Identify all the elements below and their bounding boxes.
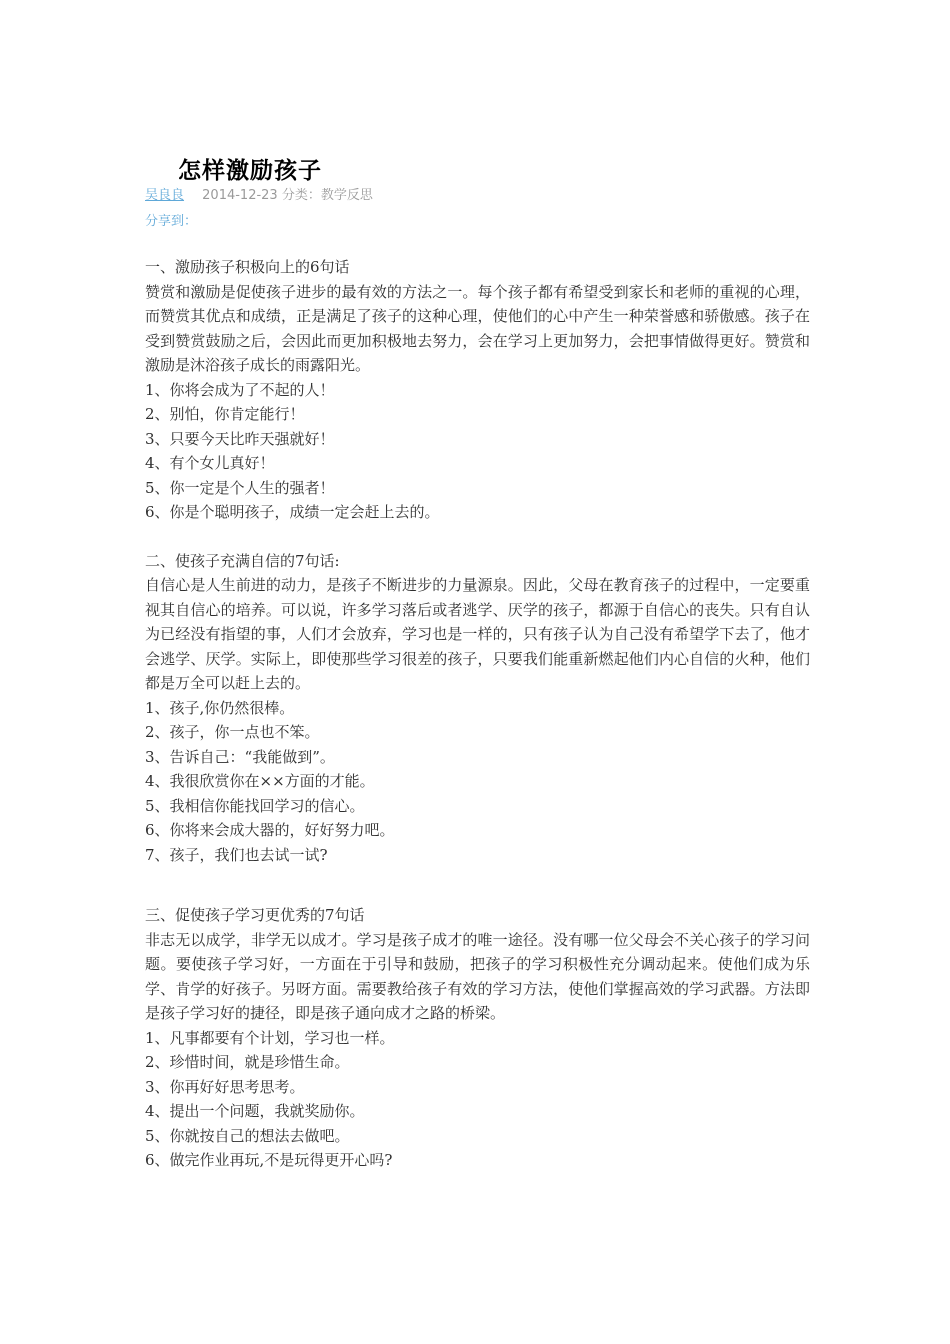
category-label: 分类： (281, 188, 321, 203)
list-item: 1、孩子,你仍然很棒。 (145, 698, 295, 717)
spacer (145, 525, 810, 549)
section-heading: 一、激励孩子积极向上的6句话 (145, 258, 350, 276)
section-1 (145, 255, 810, 525)
section-paragraph: 自信心是人生前进的动力，是孩子不断进步的力量源泉。因此，父母在教育孩子的过程中，一定要重视其自信心的培养。可以说，许多学习落后或者逃学、厌学的孩子，都源于自信心的丧失。只有自认为已经没有指望的事，人们才会放弃，学习也是一样的，只有孩子认为自己没有希望学下去了，他才会逃学、厌学。实际上，即使那些学习很差的孩子，只要我们能重新燃起他们内心自信的火种，他们都是万全可以赶上去的。 (145, 576, 810, 692)
list-item: 4、提出一个问题，我就奖励你。 (145, 1102, 365, 1120)
list-item: 3、告诉自己：“我能做到”。 (145, 747, 335, 766)
list-item: 2、别怕，你肯定能行！ (145, 405, 305, 423)
section-2 (145, 549, 810, 868)
article-title: 怎样激励孩子 (178, 158, 322, 184)
section-heading: 三、促使孩子学习更优秀的7句话 (145, 906, 365, 924)
list-item: 2、珍惜时间，就是珍惜生命。 (145, 1053, 350, 1071)
list-item: 6、你将来会成大器的，好好努力吧。 (145, 821, 395, 839)
phrase-list (145, 378, 810, 525)
list-item: 3、只要今天比昨天强就好！ (145, 429, 335, 448)
publish-date: 2014-12-23 (202, 188, 278, 203)
list-item: 2、孩子，你一点也不笨。 (145, 723, 320, 741)
list-item: 5、你一定是个人生的强者！ (145, 478, 335, 497)
article-body (145, 255, 810, 1173)
phrase-list (145, 696, 810, 868)
author-link[interactable]: 吴良良 (145, 188, 185, 203)
list-item: 1、你将会成为了不起的人！ (145, 380, 335, 399)
section-paragraph: 赞赏和激励是促使孩子进步的最有效的方法之一。每个孩子都有希望受到家长和老师的重视的心理，而赞赏其优点和成绩，正是满足了孩子的这种心理，使他们的心中产生一种荣誉感和骄傲感。孩子在受到赞赏鼓励之后，会因此而更加积极地去努力，会在学习上更加努力，会把事情做得更好。赞赏和激励是沐浴孩子成长的雨露阳光。 (145, 282, 810, 374)
list-item: 4、我很欣赏你在××方面的才能。 (145, 772, 375, 790)
section-heading: 二、使孩子充满自信的7句话: (145, 551, 340, 570)
phrase-list (145, 1026, 810, 1173)
share-label[interactable]: 分享到： (145, 214, 198, 229)
list-item: 6、做完作业再玩,不是玩得更开心吗? (145, 1151, 393, 1169)
list-item: 1、凡事都要有个计划，学习也一样。 (145, 1028, 395, 1047)
list-item: 5、你就按自己的想法去做吧。 (145, 1126, 350, 1145)
list-item: 3、你再好好思考思考。 (145, 1077, 305, 1096)
article-meta (145, 184, 373, 203)
section-paragraph: 非志无以成学，非学无以成才。学习是孩子成才的唯一途径。没有哪一位父母会不关心孩子的学习问题。要使孩子学习好，一方面在于引导和鼓励，把孩子的学习积极性充分调动起来。使他们成为乐学、肯学的好孩子。另呀方面。需要教给孩子有效的学习方法，使他们掌握高效的学习武器。方法即是孩子学习好的捷径，即是孩子通向成才之路的桥梁。 (145, 930, 810, 1022)
list-item: 5、我相信你能找回学习的信心。 (145, 796, 365, 815)
list-item: 4、有个女儿真好！ (145, 454, 275, 472)
list-item: 7、孩子，我们也去试一试? (145, 845, 328, 864)
section-3 (145, 903, 810, 1173)
list-item: 6、你是个聪明孩子，成绩一定会赶上去的。 (145, 503, 440, 521)
category-link[interactable]: 教学反思 (320, 188, 373, 203)
